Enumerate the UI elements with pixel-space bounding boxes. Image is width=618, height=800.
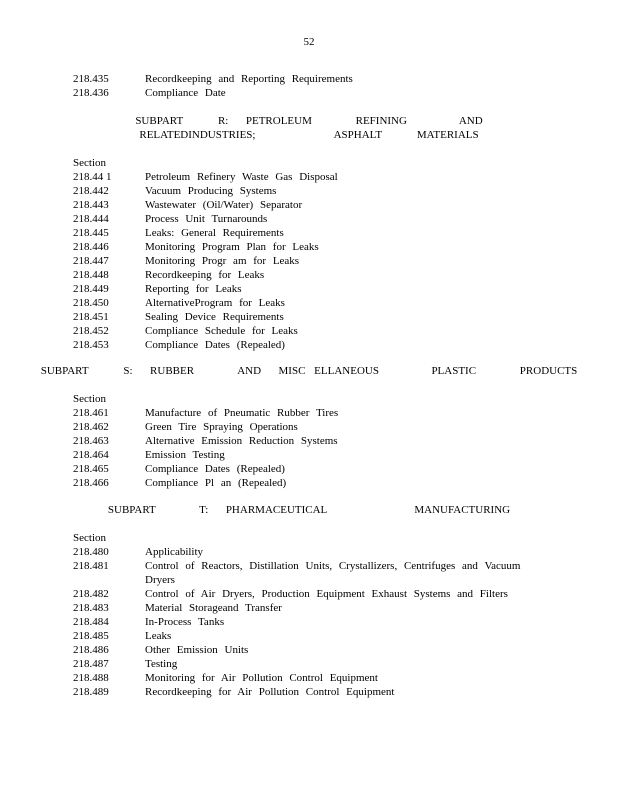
- section-title: Wastewater (Oil/Water) Separator: [145, 199, 303, 211]
- section-number: 218.452: [73, 325, 109, 337]
- section-number: 218.483: [73, 602, 109, 614]
- top-entries: [0, 72, 618, 100]
- toc-entry: [0, 212, 618, 226]
- subpart-r-section-label: Section: [73, 157, 106, 169]
- toc-entry: [0, 476, 618, 490]
- section-number: 218.449: [73, 283, 109, 295]
- toc-entry: [0, 643, 618, 657]
- section-number: 218.481: [73, 560, 109, 572]
- section-title: Leaks: General Requirements: [145, 227, 284, 239]
- toc-entry: [0, 448, 618, 462]
- toc-entry: [0, 559, 618, 587]
- section-number: 218.461: [73, 407, 109, 419]
- section-title: Material Storageand Transfer: [145, 602, 282, 614]
- section-title: Compliance Pl an (Repealed): [145, 477, 287, 489]
- section-number: 218.453: [73, 339, 109, 351]
- section-number: 218.436: [73, 87, 109, 99]
- section-title: Monitoring Progr am for Leaks: [145, 255, 300, 267]
- section-title: Manufacture of Pneumatic Rubber Tires: [145, 407, 339, 419]
- section-number: 218.482: [73, 588, 109, 600]
- toc-entry: [0, 226, 618, 240]
- toc-entry: [0, 615, 618, 629]
- section-number: 218.435: [73, 73, 109, 85]
- toc-entry: [0, 420, 618, 434]
- section-number: 218.442: [73, 185, 109, 197]
- section-title: Emission Testing: [145, 449, 225, 461]
- toc-entry: [0, 184, 618, 198]
- section-number: 218.444: [73, 213, 109, 225]
- section-number: 218.465: [73, 463, 109, 475]
- toc-entry: [0, 240, 618, 254]
- section-number: 218.462: [73, 421, 109, 433]
- section-title: Monitoring Program Plan for Leaks: [145, 241, 319, 253]
- toc-entry: [0, 310, 618, 324]
- section-title: Control of Reactors, Distillation Units, Crystallizers, Centrifuges and Vacuum Dryers: [145, 560, 521, 586]
- subpart-r-heading-line2: RELATEDINDUSTRIES; ASPHALT MATERIALS: [139, 129, 479, 141]
- section-title: Other Emission Units: [145, 644, 249, 656]
- toc-entry: [0, 685, 618, 699]
- section-number: 218.443: [73, 199, 109, 211]
- section-title: Monitoring for Air Pollution Control Equipment: [145, 672, 378, 684]
- section-number: 218.445: [73, 227, 109, 239]
- section-title: Petroleum Refinery Waste Gas Disposal: [145, 171, 338, 183]
- toc-entry: [0, 170, 618, 184]
- toc-entry: [0, 406, 618, 420]
- section-number: 218.486: [73, 644, 109, 656]
- section-title: Process Unit Turnarounds: [145, 213, 268, 225]
- section-title: Compliance Schedule for Leaks: [145, 325, 298, 337]
- section-title: Green Tire Spraying Operations: [145, 421, 298, 433]
- section-title: Alternative Emission Reduction Systems: [145, 435, 338, 447]
- toc-entry: [0, 657, 618, 671]
- section-number: 218.44 1: [73, 171, 112, 183]
- subpart-r-entries: [0, 170, 618, 352]
- section-number: 218.446: [73, 241, 109, 253]
- subpart-r-heading-line1: SUBPART R: PETROLEUM REFINING AND: [135, 115, 483, 127]
- section-number: 218.484: [73, 616, 109, 628]
- section-number: 218.480: [73, 546, 109, 558]
- toc-entry: [0, 86, 618, 100]
- subpart-s-entries: [0, 406, 618, 490]
- section-number: 218.464: [73, 449, 109, 461]
- section-title: Control of Air Dryers, Production Equipment Exhaust Systems and Filters: [145, 588, 508, 600]
- section-number: 218.466: [73, 477, 109, 489]
- toc-entry: [0, 338, 618, 352]
- toc-entry: [0, 601, 618, 615]
- section-title: In-Process Tanks: [145, 616, 225, 628]
- section-title: Testing: [145, 658, 178, 670]
- toc-entry: [0, 72, 618, 86]
- toc-entry: [0, 282, 618, 296]
- toc-entry: [0, 434, 618, 448]
- subpart-t-heading: SUBPART T: PHARMACEUTICAL MANUFACTURING: [107, 504, 511, 516]
- section-number: 218.463: [73, 435, 109, 447]
- toc-entry: [0, 462, 618, 476]
- section-title: Compliance Dates (Repealed): [145, 339, 285, 351]
- section-title: Compliance Dates (Repealed): [145, 463, 285, 475]
- section-number: 218.485: [73, 630, 109, 642]
- section-number: 218.487: [73, 658, 109, 670]
- toc-entry: [0, 545, 618, 559]
- section-number: 218.488: [73, 672, 109, 684]
- toc-entry: [0, 268, 618, 282]
- section-title: Sealing Device Requirements: [145, 311, 284, 323]
- section-number: 218.448: [73, 269, 109, 281]
- section-title: Applicability: [145, 546, 204, 558]
- section-number: 218.489: [73, 686, 109, 698]
- subpart-t-entries: [0, 545, 618, 699]
- section-title: Recordkeeping for Leaks: [145, 269, 265, 281]
- page-number: 52: [303, 36, 315, 48]
- toc-entry: [0, 254, 618, 268]
- section-title: Reporting for Leaks: [145, 283, 242, 295]
- toc-entry: [0, 629, 618, 643]
- section-number: 218.451: [73, 311, 109, 323]
- section-number: 218.450: [73, 297, 109, 309]
- toc-entry: [0, 324, 618, 338]
- section-title: AlternativeProgram for Leaks: [145, 297, 285, 309]
- toc-entry: [0, 671, 618, 685]
- toc-entry: [0, 198, 618, 212]
- subpart-s-heading: SUBPART S: RUBBER AND MISC ELLANEOUS PLASTIC PRODUCTS: [40, 365, 578, 377]
- toc-entry: [0, 296, 618, 310]
- section-title: Leaks: [145, 630, 172, 642]
- section-title: Recordkeeping for Air Pollution Control Equipment: [145, 686, 395, 698]
- toc-entry: [0, 587, 618, 601]
- section-title: Compliance Date: [145, 87, 226, 99]
- subpart-s-section-label: Section: [73, 393, 106, 405]
- section-title: Vacuum Producing Systems: [145, 185, 277, 197]
- section-title: Recordkeeping and Reporting Requirements: [145, 73, 353, 85]
- subpart-t-section-label: Section: [73, 532, 106, 544]
- section-number: 218.447: [73, 255, 109, 267]
